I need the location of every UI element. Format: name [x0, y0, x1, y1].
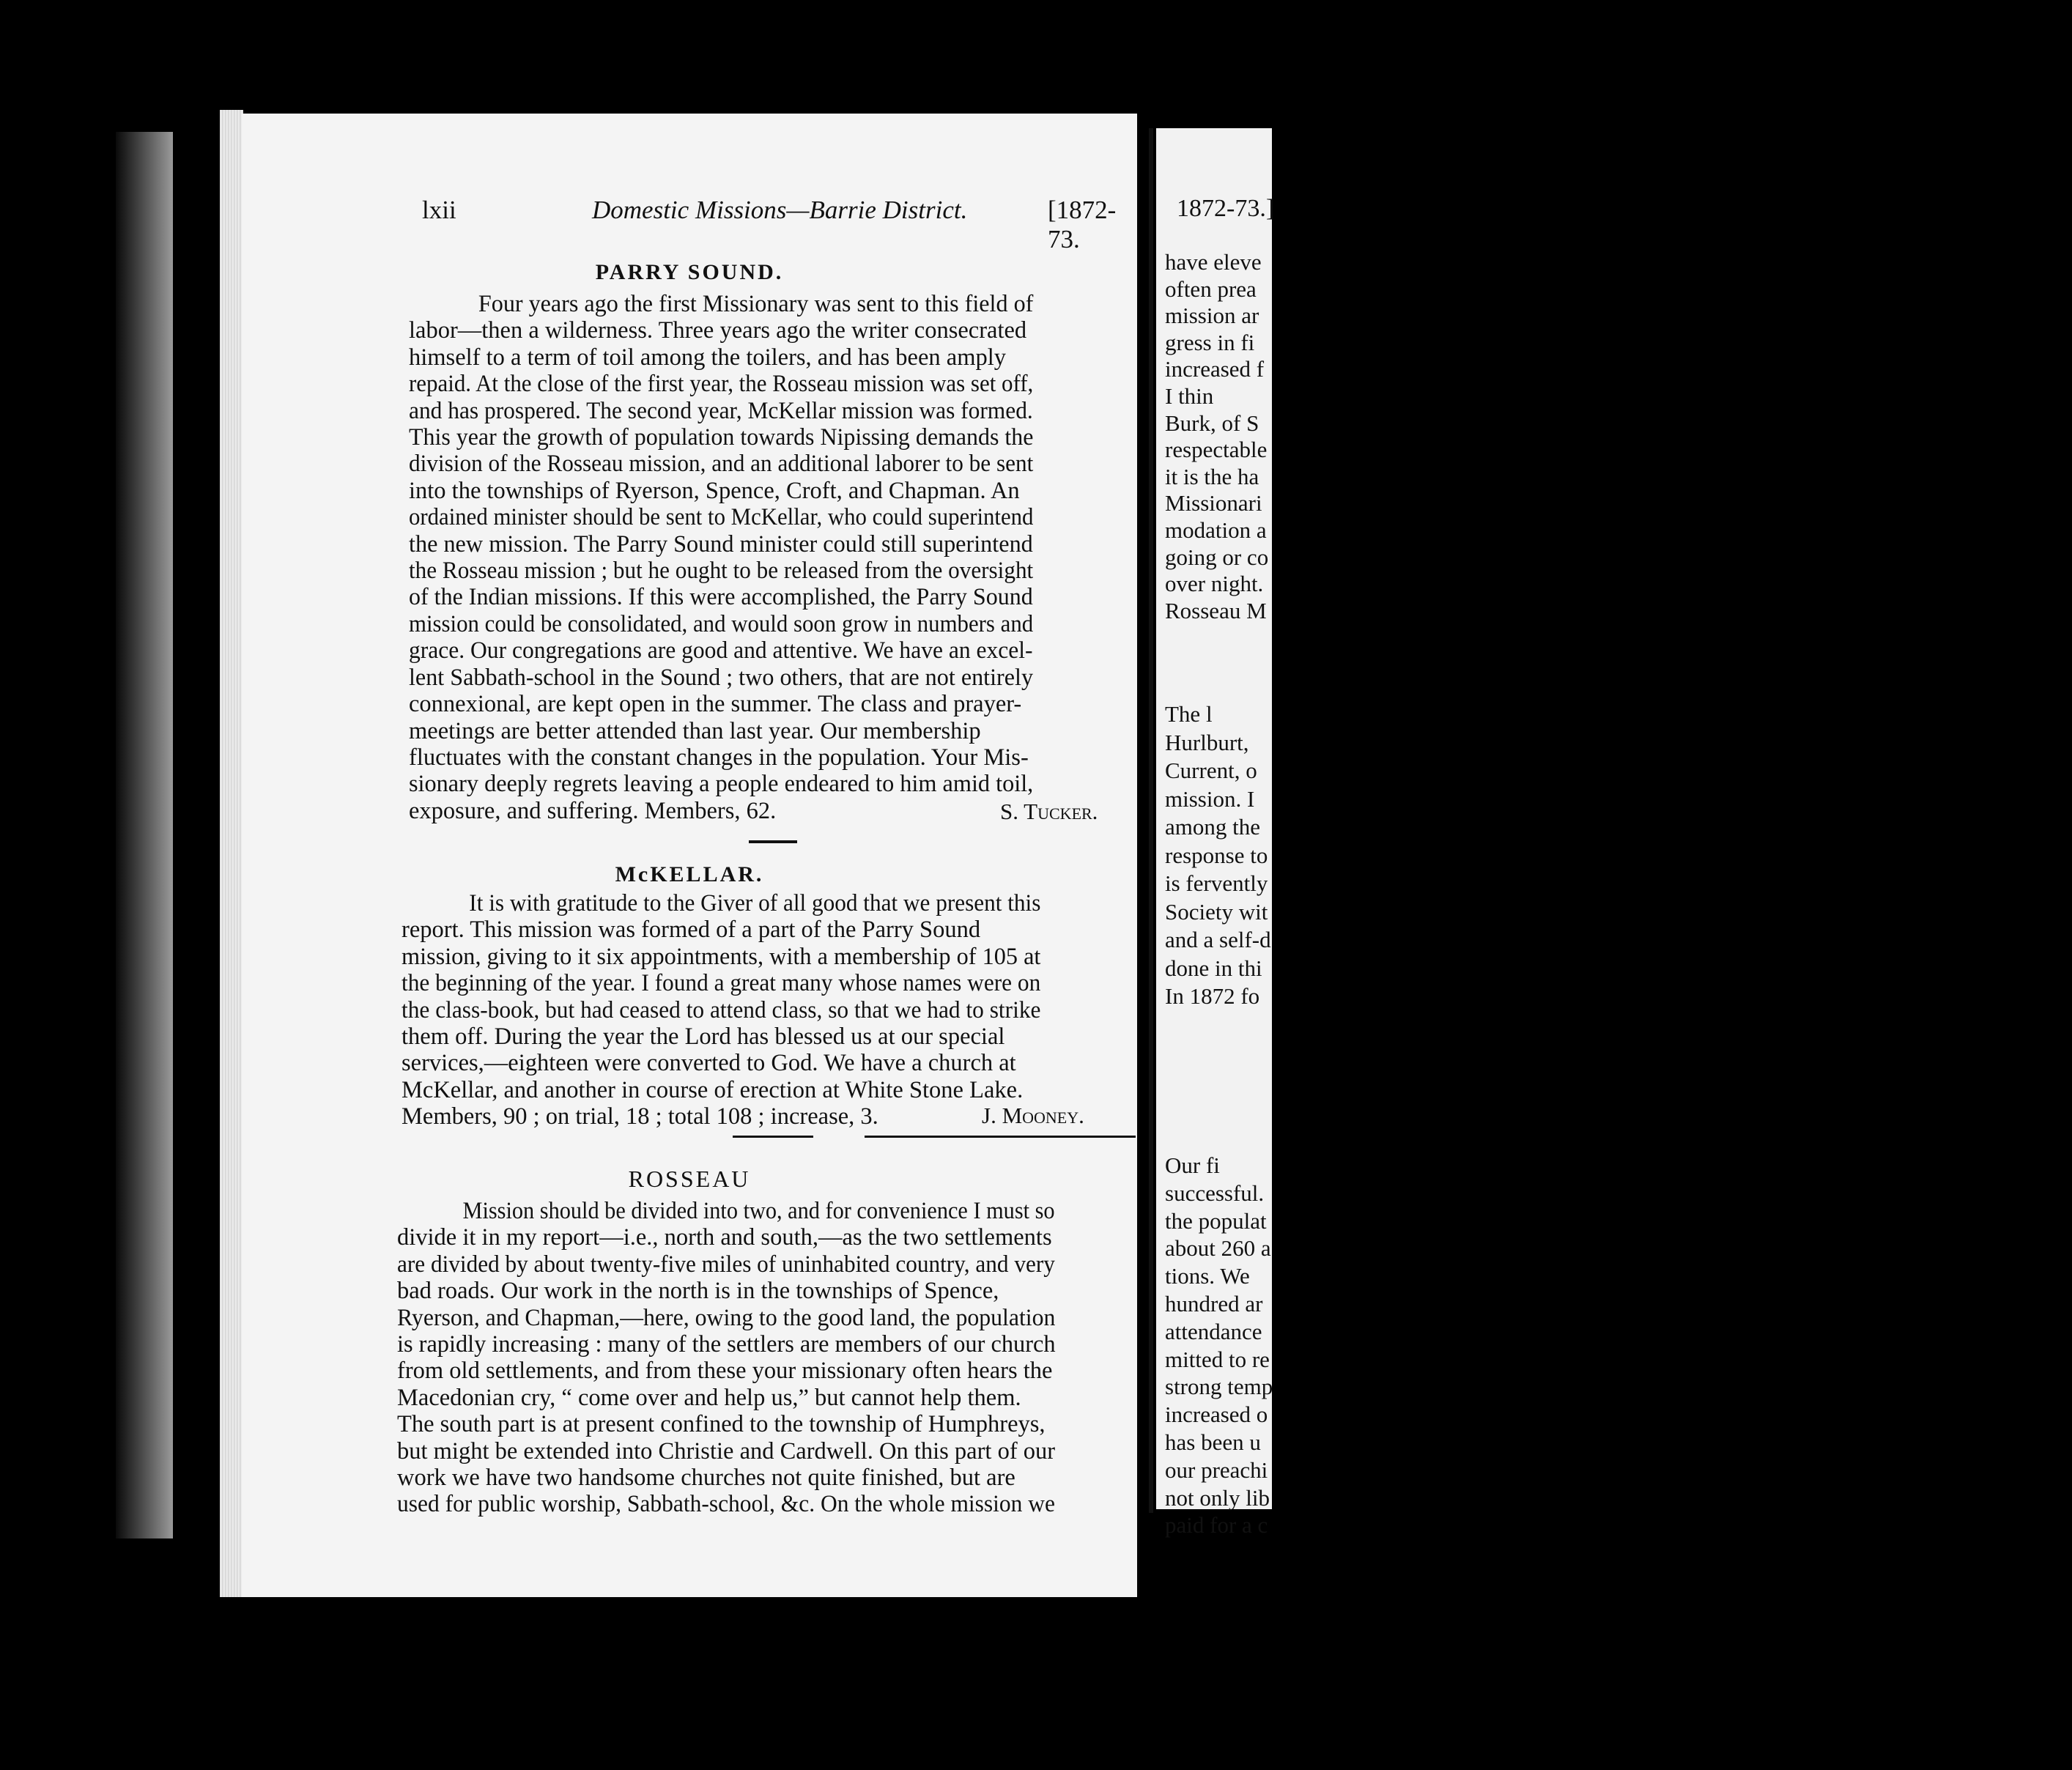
- text-line: Mission should be divided into two, and for convenience I must so: [462, 1198, 1055, 1224]
- text-line: going or co: [1165, 544, 1269, 570]
- section-divider: [733, 1136, 813, 1138]
- text-line: gress in fi: [1165, 329, 1255, 355]
- text-line: It is with gratitude to the Giver of all good that we present this: [469, 890, 1041, 917]
- paragraph-rosseau: [397, 1198, 1055, 1518]
- text-line: the Rosseau mission ; but he ought to be released from the oversight: [409, 558, 1034, 585]
- text-line: Four years ago the first Missionary was sent to this field of: [478, 291, 1034, 317]
- text-line: the new mission. The Parry Sound minister could still superintend: [409, 530, 1033, 558]
- text-line: divide it in my report—i.e., north and south,—as the two settlements: [397, 1224, 1052, 1251]
- signature-mooney: J. Mooney.: [982, 1103, 1084, 1128]
- gutter: [1149, 128, 1153, 1513]
- text-line: attendance: [1165, 1318, 1262, 1344]
- text-line: repaid. At the close of the first year, the Rosseau mission was set off,: [409, 371, 1034, 398]
- section-divider: [865, 1136, 1136, 1138]
- text-line: the class-book, but had ceased to attend class, so that we had to strike: [402, 996, 1041, 1023]
- text-line: exposure, and suffering. Members, 62.: [409, 797, 777, 824]
- signature-tucker: S. Tucker.: [1000, 799, 1098, 824]
- text-line: mission could be consolidated, and would soon grow in numbers and: [409, 610, 1034, 637]
- page-edges: [220, 110, 243, 1597]
- right-page: [1156, 128, 1275, 1538]
- text-line: grace. Our congregations are good and attentive. We have an excel-: [409, 637, 1033, 664]
- section-title-parry-sound: PARRY SOUND.: [595, 260, 784, 284]
- text-line: over night.: [1165, 571, 1264, 597]
- text-line: himself to a term of toil among the toilers, and has been amply: [409, 344, 1007, 371]
- right-page-header: 1872-73.]: [1177, 195, 1275, 222]
- header-year: [1872-73.: [1048, 196, 1117, 253]
- text-line: have eleve: [1165, 249, 1262, 275]
- text-line: lent Sabbath-school in the Sound ; two others, that are not entirely: [409, 664, 1034, 691]
- text-line: about 260 a: [1165, 1235, 1271, 1262]
- text-line: and has prospered. The second year, McKellar mission was formed.: [409, 397, 1033, 424]
- paragraph-mckellar: [402, 890, 1040, 1130]
- text-line: sionary deeply regrets leaving a people endeared to him amid toil,: [409, 771, 1034, 798]
- text-line: hundred ar: [1165, 1291, 1263, 1317]
- text-line: Ryerson, and Chapman,—here, owing to the good land, the population: [397, 1304, 1056, 1331]
- text-line: McKellar, and another in course of erection at White Stone Lake.: [402, 1076, 1024, 1103]
- text-line: division of the Rosseau mission, and an additional laborer to be sent: [409, 451, 1034, 478]
- text-line: of the Indian missions. If this were accomplished, the Parry Sound: [409, 584, 1033, 611]
- text-line: often prea: [1165, 275, 1257, 302]
- text-line: bad roads. Our work in the north is in the townships of Spence,: [397, 1278, 999, 1305]
- section-divider: [749, 840, 797, 843]
- text-line: strong temp: [1165, 1374, 1273, 1400]
- book-spine: [116, 132, 173, 1538]
- text-line: labor—then a wilderness. Three years ago the writer consecrated: [409, 317, 1027, 344]
- left-page: [242, 114, 1137, 1597]
- text-line: not only lib: [1165, 1484, 1270, 1511]
- text-line: Macedonian cry, “ come over and help us,” but cannot help them.: [397, 1384, 1021, 1411]
- text-line: connexional, are kept open in the summer. The class and prayer-: [409, 691, 1022, 718]
- section-title-mckellar: McKELLAR.: [615, 862, 764, 886]
- text-line: In 1872 fo: [1165, 983, 1260, 1009]
- text-line: Current, o: [1165, 758, 1257, 783]
- text-line: are divided by about twenty-five miles of uninhabited country, and very: [397, 1251, 1055, 1278]
- text-line: increased f: [1165, 356, 1265, 382]
- text-line: work we have two handsome churches not quite finished, but are: [397, 1464, 1015, 1492]
- text-line: the beginning of the year. I found a great many whose names were on: [402, 970, 1041, 997]
- text-line: them off. During the year the Lord has blessed us at our special: [402, 1023, 1005, 1051]
- page-number: lxii: [422, 196, 456, 224]
- text-line: mitted to re: [1165, 1346, 1270, 1372]
- text-line: it is the ha: [1165, 463, 1259, 489]
- text-line: has been u: [1165, 1429, 1261, 1455]
- text-line: paid for a c: [1165, 1512, 1268, 1538]
- text-line: mission. I: [1165, 785, 1255, 812]
- text-line: Burk, of S: [1165, 410, 1259, 436]
- text-line: ordained minister should be sent to McKellar, who could superintend: [409, 504, 1034, 531]
- text-line: is fervently: [1165, 870, 1268, 896]
- text-line: the populat: [1165, 1207, 1267, 1234]
- text-line: from old settlements, and from these your missionary often hears the: [397, 1358, 1053, 1385]
- text-line: into the townships of Ryerson, Spence, Croft, and Chapman. An: [409, 477, 1020, 504]
- text-line: response to: [1165, 842, 1268, 868]
- text-line: increased o: [1165, 1401, 1268, 1428]
- text-line: The l: [1165, 701, 1213, 727]
- text-line: respectable: [1165, 437, 1268, 463]
- text-line: Society wit: [1165, 898, 1268, 925]
- text-line: done in thi: [1165, 955, 1262, 981]
- text-line: but might be extended into Christie and Cardwell. On this part of our: [397, 1437, 1056, 1464]
- text-line: used for public worship, Sabbath-school, &c. On the whole mission we: [397, 1491, 1055, 1518]
- text-line: is rapidly increasing : many of the settlers are members of our church: [397, 1331, 1056, 1358]
- text-line: This year the growth of population towards Nipissing demands the: [409, 424, 1034, 451]
- text-line: report. This mission was formed of a part of the Parry Sound: [402, 917, 981, 944]
- text-line: Members, 90 ; on trial, 18 ; total 108 ; increase, 3.: [402, 1103, 878, 1130]
- text-line: modation a: [1165, 517, 1267, 543]
- text-line: Our fi: [1165, 1152, 1220, 1178]
- text-line: mission ar: [1165, 303, 1259, 329]
- text-line: our preachi: [1165, 1456, 1268, 1483]
- text-line: mission, giving to it six appointments, with a membership of 105 at: [402, 943, 1041, 970]
- text-line: fluctuates with the constant changes in the population. Your Mis-: [409, 744, 1029, 771]
- page-header: [242, 196, 1137, 253]
- text-line: Hurlburt,: [1165, 729, 1249, 755]
- text-line: among the: [1165, 814, 1260, 840]
- text-line: successful.: [1165, 1180, 1265, 1206]
- text-line: I thin: [1165, 383, 1214, 409]
- text-line: tions. We: [1165, 1263, 1250, 1289]
- text-line: The south part is at present confined to the township of Humphreys,: [397, 1411, 1046, 1438]
- paragraph-parry-sound: [409, 291, 1033, 824]
- text-line: meetings are better attended than last year. Our membership: [409, 717, 981, 744]
- text-line: services,—eighteen were converted to God. We have a church at: [402, 1050, 1016, 1077]
- text-line: Rosseau M: [1165, 597, 1267, 623]
- section-title-rosseau: ROSSEAU: [628, 1166, 751, 1192]
- text-line: and a self-d: [1165, 927, 1271, 952]
- running-title: Domestic Missions—Barrie District.: [592, 196, 968, 224]
- text-line: Missionari: [1165, 490, 1262, 516]
